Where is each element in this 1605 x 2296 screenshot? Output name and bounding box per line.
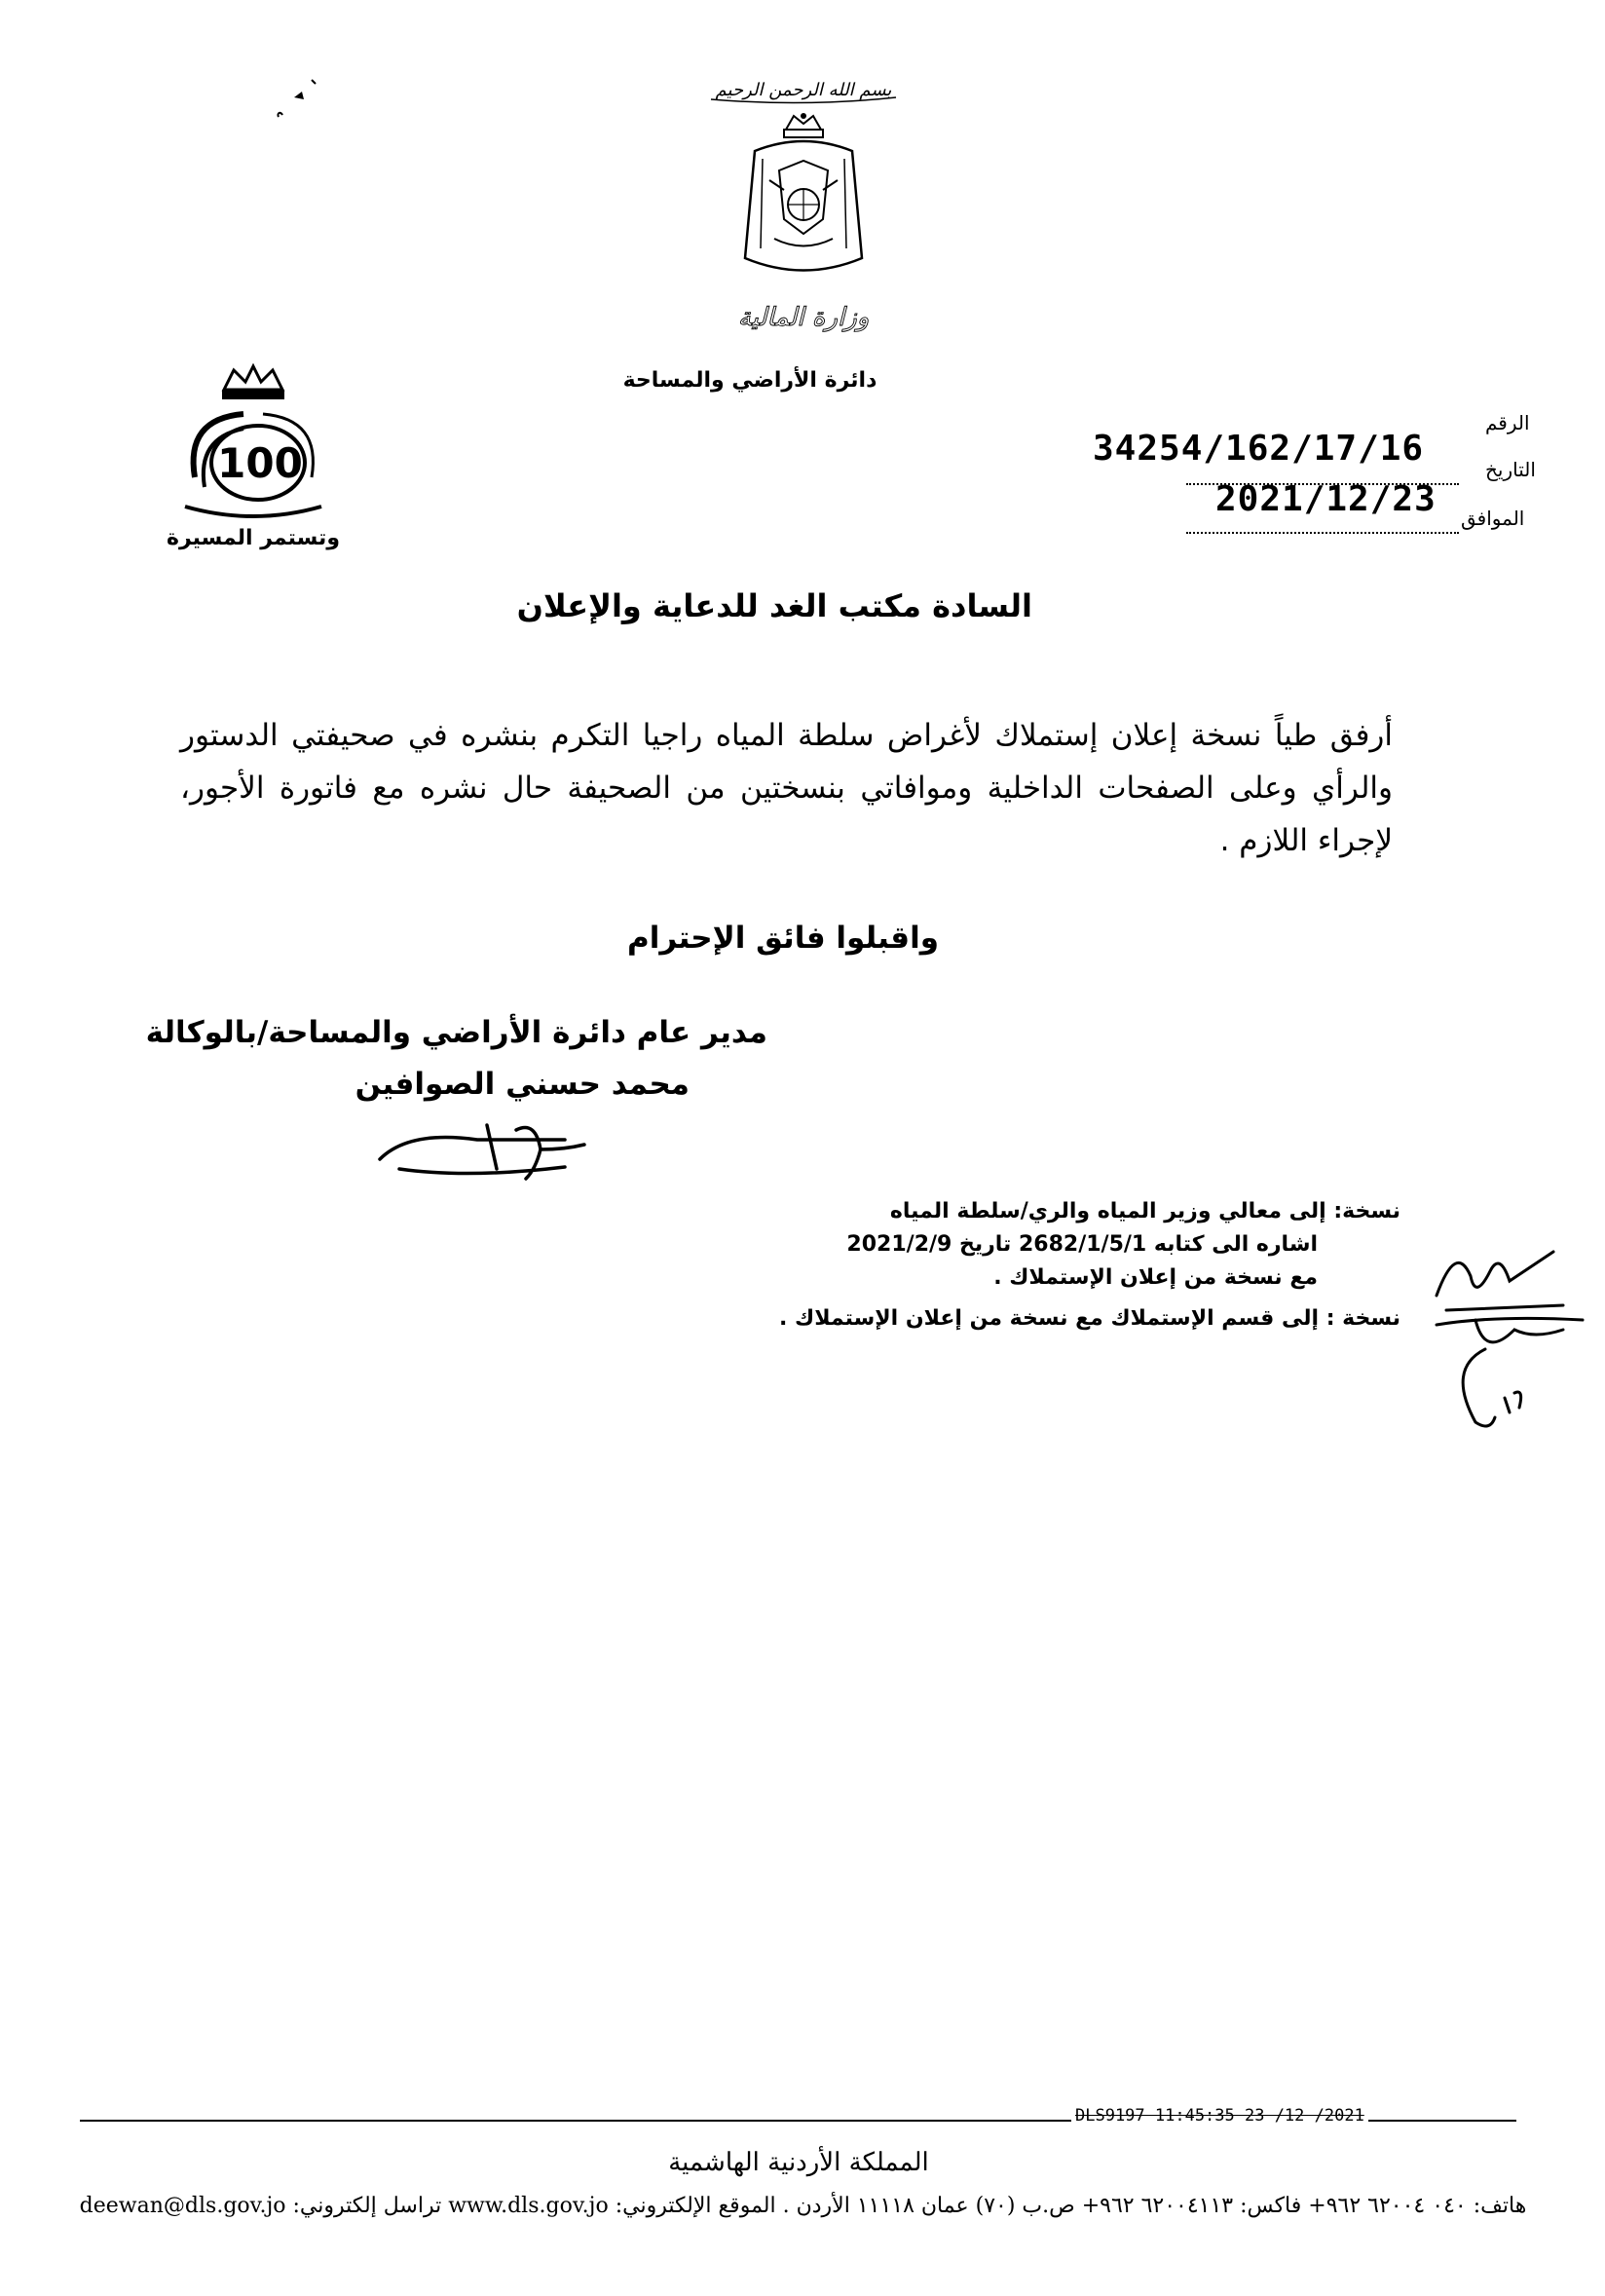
- footer-contact-line: هاتف: ٠٤٠ ٦٢٠٠٤ ٩٦٢+ فاكس: ٦٢٠٠٤١١٣ ٩٦٢+ ص.ب (٧٠) عمان ١١١١٨ الأردن . الموقع الإلكتروني: www.dls.gov.jo تراسل إلكتروني: deewan@dls.gov.jo: [79, 2194, 1527, 2218]
- ref-number-value: 34254/162/17/16: [1093, 429, 1425, 469]
- date-value: 2021/12/23: [1215, 479, 1437, 519]
- hijri-dotted-line: [1186, 532, 1459, 534]
- coat-of-arms-icon: [726, 112, 881, 278]
- copy-recipient-2: نسخة : إلى قسم الإستملاك مع نسخة من إعلان الإستملاك .: [779, 1306, 1400, 1331]
- department-name: دائرة الأراضي والمساحة: [622, 368, 877, 393]
- ministry-calligraphy: [701, 292, 906, 341]
- footer-kingdom-name: المملكة الأردنية الهاشمية: [668, 2148, 929, 2177]
- date-label: التاريخ: [1485, 458, 1536, 481]
- centennial-caption: وتستمر المسيرة: [167, 526, 340, 550]
- ministry-text: وزارة المالية: [737, 303, 870, 332]
- centennial-number: 100: [217, 439, 303, 487]
- ref-number-label: الرقم: [1485, 411, 1530, 434]
- copy-attachment-line: مع نسخة من إعلان الإستملاك .: [993, 1265, 1318, 1290]
- basmala-calligraphy: [701, 68, 906, 107]
- copy-reference-line: اشاره الى كتابه 2682/1/5/1 تاريخ 2021/2/9: [846, 1232, 1318, 1257]
- handwritten-initials: [1417, 1223, 1592, 1447]
- basmala-text: بسم الله الرحمن الرحيم: [715, 80, 892, 100]
- print-stamp: DLS9197 11:45:35 23 /12 /2021: [1071, 2106, 1368, 2126]
- signatory-title: مدير عام دائرة الأراضي والمساحة/بالوكالة: [145, 1015, 767, 1050]
- closing-phrase: واقبلوا فائق الإحترام: [626, 921, 939, 956]
- handwritten-signature: [370, 1110, 604, 1188]
- date-dotted-line: [1186, 483, 1459, 485]
- hijri-date-label: الموافق: [1461, 507, 1525, 530]
- handwritten-mark: [273, 78, 331, 127]
- addressee: السادة مكتب الغد للدعاية والإعلان: [516, 587, 1032, 624]
- letter-body: أرفق طياً نسخة إعلان إستملاك لأغراض سلطة المياه راجيا التكرم بنشره في صحيفتي الدستور والرأي وعلى الصفحات الداخلية وموافاتي بنسختين من الصحيفة حال نشره مع فاتورة الأجور، لإجراء اللازم .: [180, 718, 1393, 858]
- signatory-name: محمد حسني الصوافين: [355, 1067, 690, 1102]
- copy-recipient-1: نسخة: إلى معالي وزير المياه والري/سلطة المياه: [889, 1199, 1400, 1223]
